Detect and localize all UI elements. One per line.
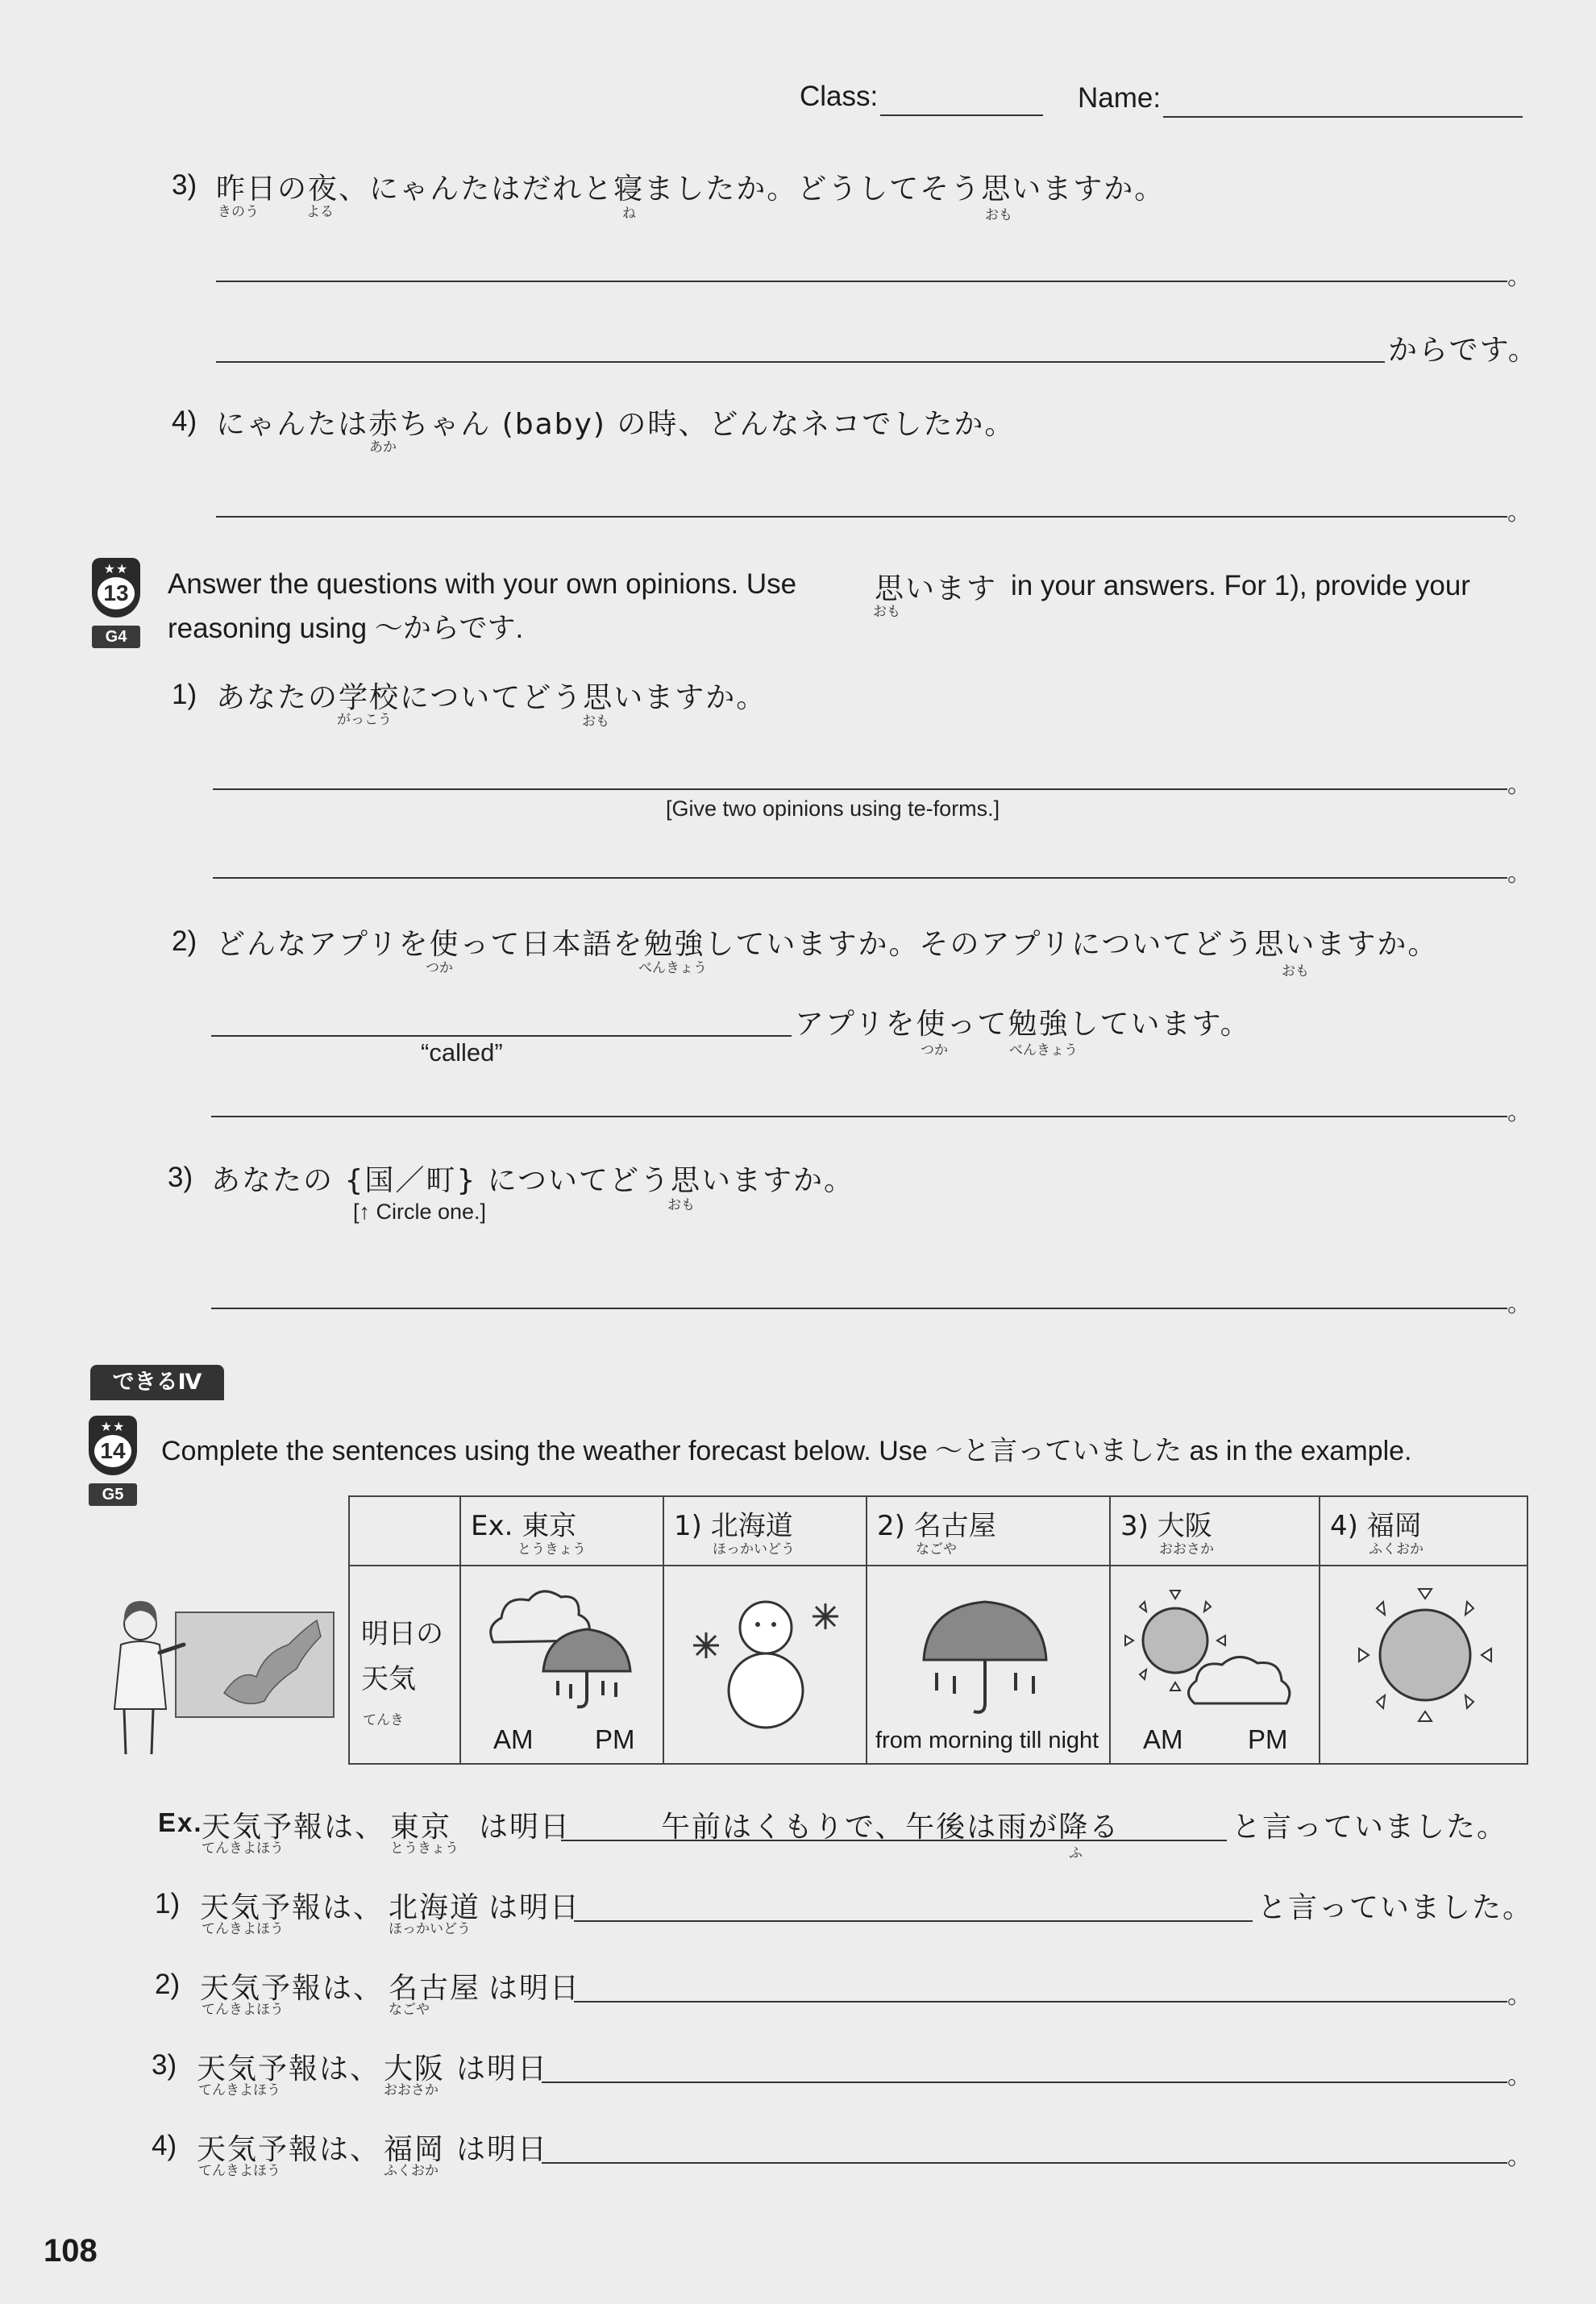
city-header: 4) 福岡 ふくおか xyxy=(1320,1496,1527,1566)
instruction: Answer the questions with your own opinions. Use xyxy=(168,568,797,600)
answer-line[interactable] xyxy=(216,361,1385,363)
forecast-cloudy-then-rain: AM PM xyxy=(460,1566,663,1764)
grammar-tag: G4 xyxy=(92,626,140,648)
instruction: reasoning using ～からです. xyxy=(168,613,524,644)
answer-ending: からです。 xyxy=(1388,334,1539,367)
dekiru-tag: できるⅣ xyxy=(90,1365,224,1400)
exercise-badge: ★★ 13 G4 xyxy=(92,558,142,648)
city-header: 1) 北海道 ほっかいどう xyxy=(663,1496,867,1566)
page-number: 108 xyxy=(44,2233,98,2269)
answer-line[interactable] xyxy=(216,516,1507,518)
class-field[interactable] xyxy=(880,114,1043,116)
city-header: 2) 名古屋 なごや xyxy=(867,1496,1110,1566)
grammar-tag: G5 xyxy=(89,1483,137,1506)
answer-line[interactable] xyxy=(213,788,1507,790)
forecast-sunny-then-cloudy: AM PM xyxy=(1110,1566,1320,1764)
forecast-rain: from morning till night xyxy=(867,1566,1110,1764)
answer-line[interactable] xyxy=(211,1308,1507,1309)
forecast-sunny xyxy=(1320,1566,1527,1764)
instruction-jp: 思います xyxy=(875,572,998,605)
answer-line[interactable] xyxy=(574,1920,1253,1922)
answer-line[interactable] xyxy=(216,281,1507,282)
instruction: Complete the sentences using the weather forecast below. Use ～と言っていました as in the example. xyxy=(161,1436,1412,1466)
hint: [↑ Circle one.] xyxy=(353,1200,487,1224)
question-text: 昨日の夜、にゃんたはだれと寝ましたか。どうしてそう思いますか。 xyxy=(216,173,1166,206)
exercise-badge: ★★ 14 G5 xyxy=(89,1416,139,1506)
name-label: Name: xyxy=(1078,82,1162,114)
question-number: 4) xyxy=(172,405,197,437)
question-number: 3) xyxy=(172,169,197,201)
city-header: Ex. 東京 とうきょう xyxy=(460,1496,663,1566)
answer-line[interactable] xyxy=(211,1035,792,1037)
answer-line[interactable] xyxy=(211,1116,1507,1117)
question-text: にゃんたは赤ちゃん (baby) の時、どんなネコでしたか。 xyxy=(216,408,1016,441)
example-answer: 午前はくもりで、午後は雨が降る xyxy=(661,1811,1120,1844)
forecast-snow xyxy=(663,1566,867,1764)
weather-forecast-table xyxy=(348,1495,1528,1765)
name-field[interactable] xyxy=(1163,116,1523,118)
weather-presenter-illustration xyxy=(103,1588,345,1759)
answer-line[interactable] xyxy=(542,2082,1507,2083)
hint: “called” xyxy=(421,1038,503,1067)
city-header: 3) 大阪 おおさか xyxy=(1110,1496,1320,1566)
instruction: in your answers. For 1), provide your xyxy=(1011,570,1470,601)
answer-line[interactable] xyxy=(574,2001,1507,2002)
question-text: あなたの {国／町} についてどう思いますか。 xyxy=(211,1164,854,1197)
class-label: Class: xyxy=(800,81,879,112)
hint: [Give two opinions using te-forms.] xyxy=(666,796,1000,821)
row-label: 明日の天気 てんき xyxy=(349,1566,460,1764)
answer-line[interactable] xyxy=(542,2162,1507,2164)
fill-text: アプリを使って勉強しています。 xyxy=(795,1008,1251,1041)
question-text: あなたの学校についてどう思いますか。 xyxy=(216,681,767,714)
question-text: どんなアプリを使って日本語を勉強していますか。そのアプリについてどう思いますか。 xyxy=(216,928,1439,961)
answer-line[interactable] xyxy=(213,877,1507,879)
